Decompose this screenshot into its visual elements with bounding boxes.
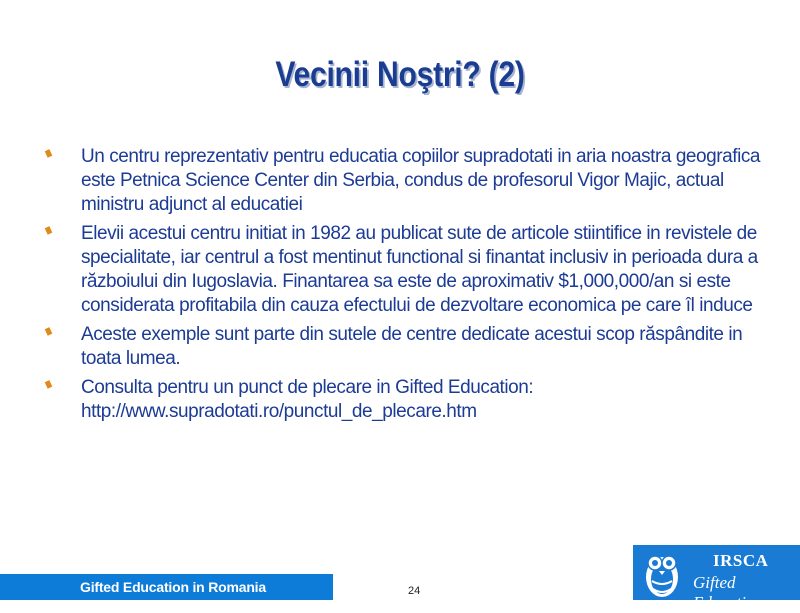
logo-title: IRSCA: [713, 551, 769, 570]
bullet-text: Aceste exemple sunt parte din sutele de centre dedicate acestui scop răspândite in toata lumea.: [81, 324, 743, 369]
bullet-icon: [45, 226, 52, 234]
bullet-item: [46, 323, 766, 371]
footer-text: Gifted Education in Romania: [80, 579, 266, 595]
bullet-item: [46, 376, 766, 424]
owl-icon: [641, 549, 683, 599]
bullet-icon: [45, 327, 52, 335]
logo-subtitle: Gifted Education: [693, 573, 763, 612]
bullet-list: [46, 145, 766, 429]
footer-bar: [0, 574, 333, 600]
bullet-item: [46, 145, 766, 217]
bullet-item: [46, 222, 766, 318]
bullet-text: Consulta pentru un punct de plecare in Gifted Education:: [81, 377, 534, 398]
link-url[interactable]: http://www.supradotati.ro/punctul_de_plecare.htm: [81, 401, 477, 422]
bullet-text: Un centru reprezentativ pentru educatia copiilor supradotati in aria noastra geografica este Petnica Science Center din Serbia, condus de profesorul Vigor Majic, actual ministru adjunct al educatiei: [81, 146, 761, 215]
bullet-icon: [45, 149, 52, 157]
bullet-text: Elevii acestui centru initiat in 1982 au publicat sute de articole stiintifice in revistele de specialitate, iar centrul a fost mentinut functional si finantat inclusiv in perioada dura a războiului din Iugoslavia. Finantarea sa este de aproximativ $1,000,000/an si este considerata profitabila din cauza efectului de dezvoltare economica pe care îl induce: [81, 223, 758, 316]
page-number: 24: [408, 585, 421, 597]
irsca-logo: [633, 545, 800, 612]
bullet-icon: [45, 380, 52, 388]
slide-title: Vecinii Noştri? (2): [275, 55, 525, 94]
